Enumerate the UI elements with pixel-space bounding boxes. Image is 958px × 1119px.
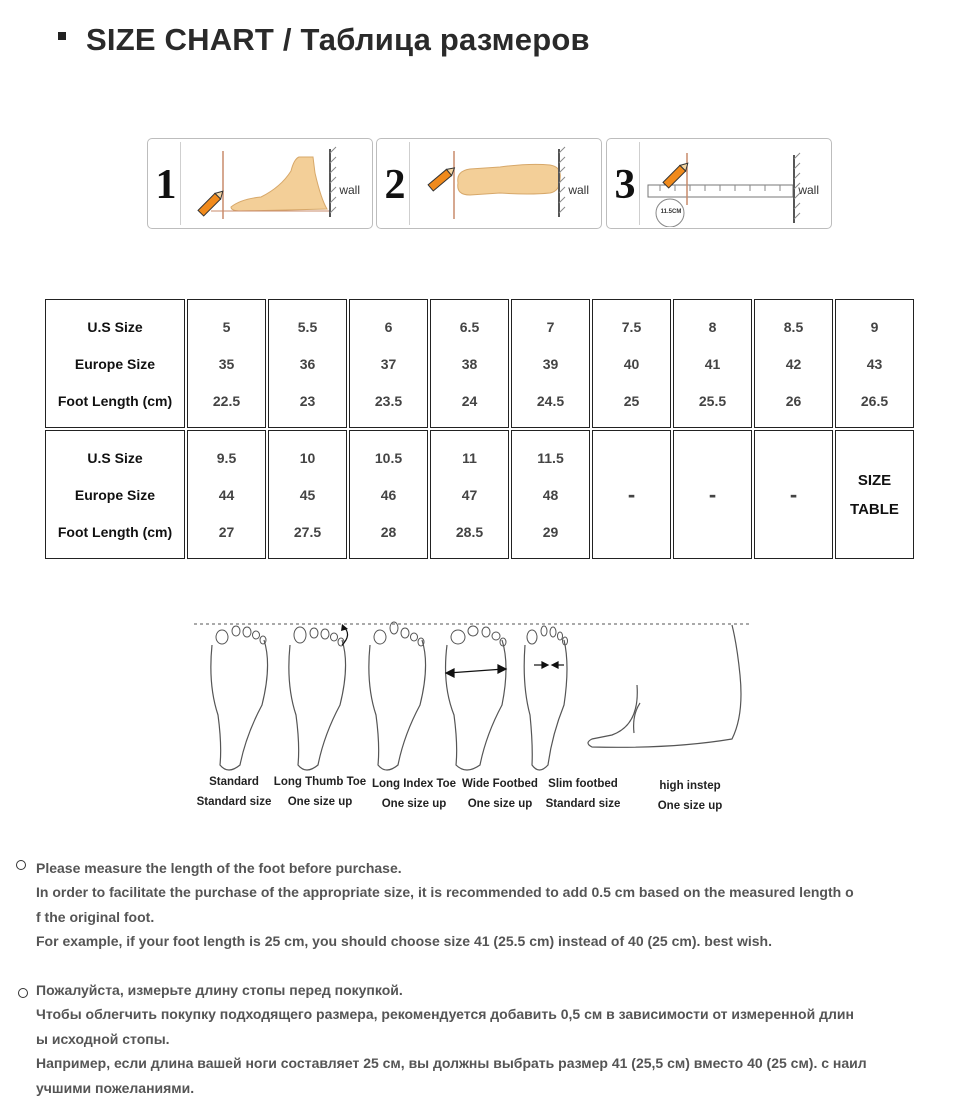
size-column [187,299,266,428]
ruler-reading: 11.5CM [660,209,682,215]
foot-type-slim: Slim footbed Standard size [545,778,621,810]
instep-arc [634,703,640,733]
measure-step-1 [147,138,373,229]
measure-step-3 [606,138,832,229]
foot-types-illustration [192,615,772,815]
foot-length: 27.5 [293,523,322,540]
note-line: Пожалуйста, измерьте длину стопы перед покупкой. [36,982,403,998]
size-column [268,430,347,559]
row-labels [45,299,185,428]
us-size: 7 [546,318,555,335]
eu-size: 43 [866,355,883,372]
eu-size: 48 [542,486,559,503]
us-size: 9.5 [216,449,237,466]
foot-type-wide: Wide Footbed One size up [462,778,538,810]
size-column [592,299,671,428]
us-size: 5 [222,318,231,335]
note-line: For example, if your foot length is 25 cm, you should choose size 41 (25.5 cm) instead of 40 (25 cm). best wish. [36,933,772,950]
empty-marker: - [789,481,798,507]
label-us-size: U.S Size [87,449,143,466]
us-size: 10.5 [374,449,403,466]
us-size: 5.5 [297,318,318,335]
note-line: SIZE [857,471,892,489]
empty-marker: - [708,481,717,507]
eu-size: 35 [218,355,235,372]
foot-type-long-index: Long Index Toe One size up [371,778,457,810]
size-column [349,430,428,559]
foot-length: 27 [218,523,235,540]
width-arrows [446,662,564,677]
us-size: 8 [708,318,717,335]
foot-outline-slim [524,640,567,770]
foot-length: 26.5 [860,392,889,409]
size-column [349,299,428,428]
eu-size: 44 [218,486,235,503]
foot-outline-standard [211,640,268,770]
size-column [268,299,347,428]
pencil-icon [428,165,457,191]
size-column [430,299,509,428]
foot-type-long-thumb: Long Thumb Toe One size up [273,776,367,808]
step-number: 2 [384,162,406,208]
note-line: ы исходной стопы. [36,1030,170,1047]
wall-label: wall [568,183,589,197]
us-size: 8.5 [783,318,804,335]
foot-outline-wide [446,640,506,770]
foot-length: 23.5 [374,392,403,409]
foot-length: 29 [542,523,559,540]
toes [216,622,568,646]
foot-outline-long-thumb [289,640,346,770]
title-row [58,22,590,58]
empty-marker: - [627,481,636,507]
note-line: In order to facilitate the purchase of the appropriate size, it is recommended to add 0.5 cm based on the measured length o [36,884,854,901]
step-number: 3 [614,162,636,208]
us-size: 11.5 [537,449,564,466]
bullet-circle-icon [16,860,26,870]
us-size: 11 [462,449,477,466]
foot-length: 22.5 [212,392,241,409]
step-number: 1 [155,162,177,208]
eu-size: 36 [299,355,316,372]
foot-length: 24 [461,392,478,409]
wall-label: wall [798,183,819,197]
notes-english [36,856,916,954]
eu-size: 42 [785,355,802,372]
note-line: Чтобы облегчить покупку подходящего размера, рекомендуется добавить 0,5 см в зависимости от измеренной длин [36,1006,854,1023]
foot-outline-high-instep [588,625,741,747]
eu-size: 37 [380,355,397,372]
note-line: учшими пожеланиями. [36,1079,195,1096]
size-column [835,299,914,428]
foot-type-high-instep: high instep One size up [657,780,723,812]
us-size: 6 [384,318,393,335]
foot-length: 28 [380,523,397,540]
empty-column [592,430,671,559]
us-size: 9 [870,318,879,335]
size-column [511,299,590,428]
size-column [187,430,266,559]
size-table-note [835,430,914,559]
eu-size: 41 [704,355,721,372]
eu-size: 38 [461,355,478,372]
measure-step-2 [376,138,602,229]
label-europe-size: Europe Size [74,486,156,503]
us-size: 7.5 [621,318,642,335]
wall-label: wall [339,183,360,197]
label-europe-size: Europe Size [74,355,156,372]
foot-length: 25 [623,392,640,409]
note-line: Please measure the length of the foot before purchase. [36,860,402,876]
label-foot-length: Foot Length (cm) [57,523,173,540]
note-line: f the original foot. [36,908,155,925]
us-size: 10 [299,449,316,466]
foot-length: 26 [785,392,802,409]
notes-russian [36,978,916,1100]
foot-type-standard: Standard Standard size [196,776,272,808]
foot-length: 23 [299,392,316,409]
eu-size: 45 [299,486,316,503]
foot-outline-long-index [369,640,426,770]
us-size: 6.5 [459,318,480,335]
foot-top-shape [458,164,561,195]
pencil-icon [198,188,226,216]
foot-length: 25.5 [698,392,727,409]
note-line: Например, если длина вашей ноги составляет 25 см, вы должны выбрать размер 41 (25,5 см) вместо 40 (25 см). с наил [36,1055,867,1072]
label-foot-length: Foot Length (cm) [57,392,173,409]
size-table-block-2 [45,430,914,559]
empty-column [673,430,752,559]
eu-size: 40 [623,355,640,372]
eu-size: 47 [461,486,478,503]
note-line: TABLE [850,500,899,518]
size-column [754,299,833,428]
foot-length: 28.5 [455,523,484,540]
empty-column [754,430,833,559]
eu-size: 39 [542,355,559,372]
row-labels [45,430,185,559]
size-table-block-1 [45,299,914,428]
bullet-circle-icon [18,988,28,998]
eu-size: 46 [380,486,397,503]
size-column [430,430,509,559]
size-column [673,299,752,428]
foot-length: 24.5 [536,392,565,409]
size-column [511,430,590,559]
title-bullet [58,32,66,40]
foot-side-shape [231,157,327,211]
label-us-size: U.S Size [87,318,143,335]
page-title: SIZE CHART / Таблица размеров [86,22,590,57]
